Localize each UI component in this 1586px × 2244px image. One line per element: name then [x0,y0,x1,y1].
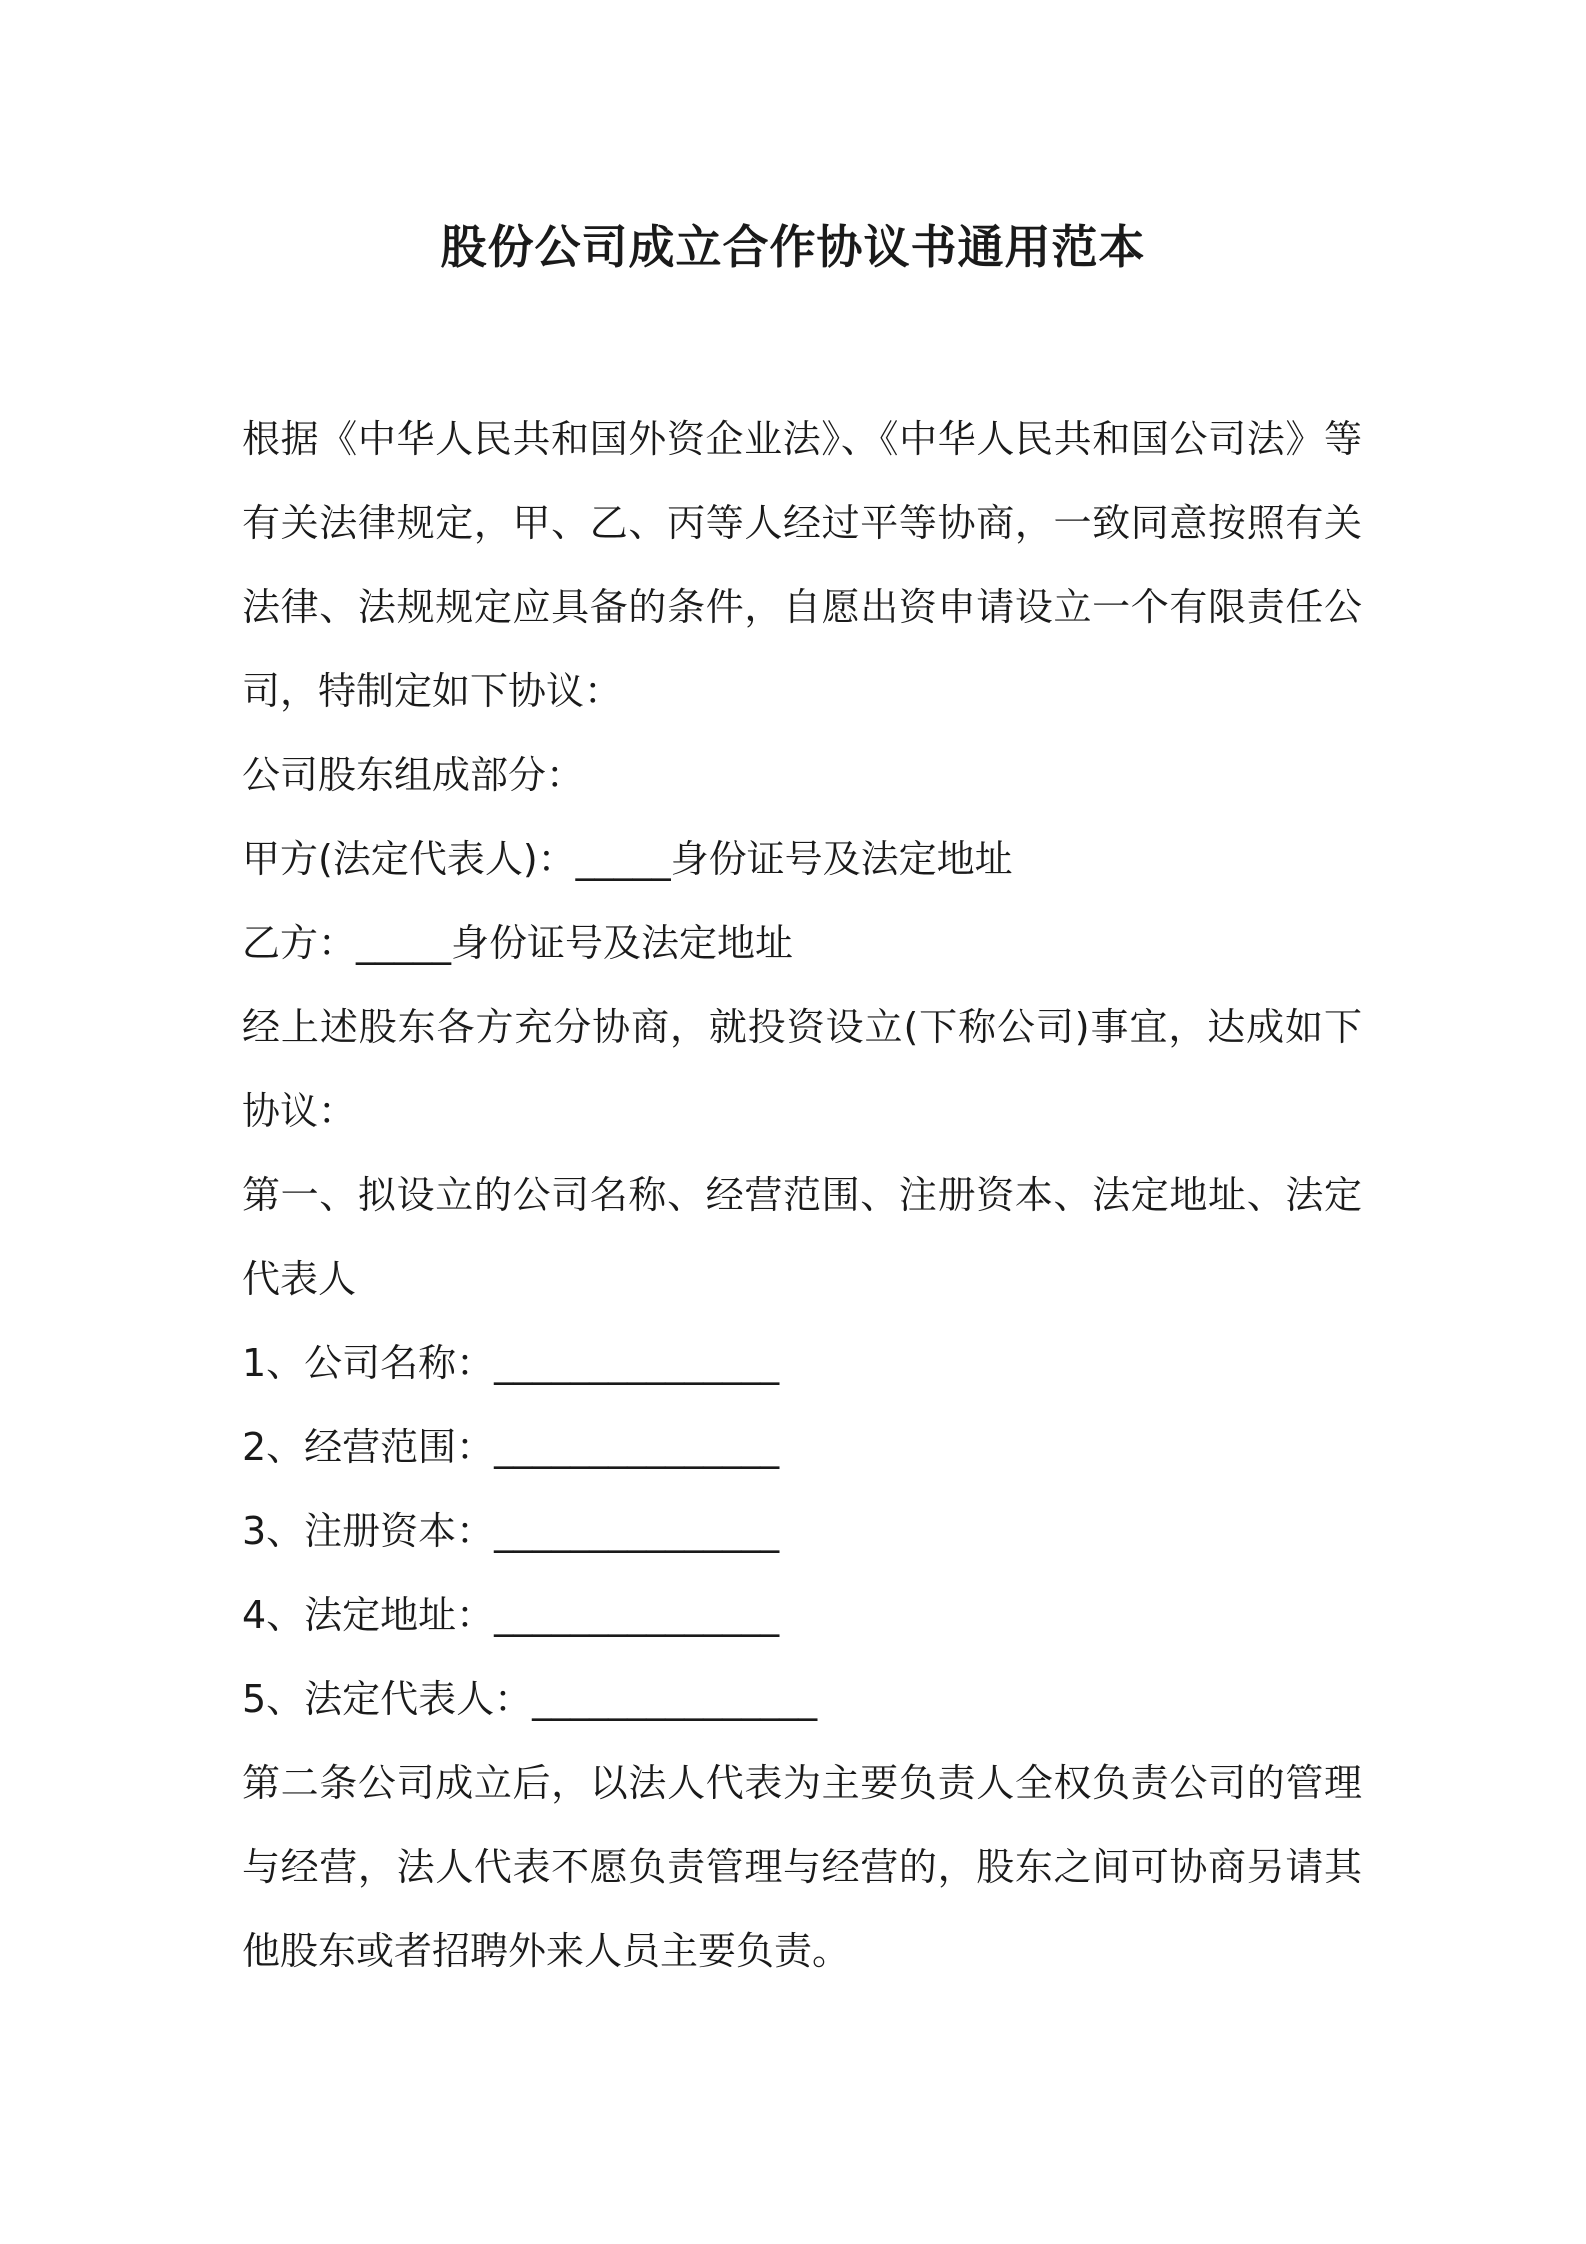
article-one-heading: 第一、拟设立的公司名称、经营范围、注册资本、法定地址、法定代表人 [242,1173,1362,1301]
shareholders-heading: 公司股东组成部分： [242,753,585,797]
business-scope-item: 2、经营范围：_______________ [242,1425,780,1469]
article-two-paragraph: 第二条公司成立后，以法人代表为主要负责人全权负责公司的管理与经营，法人代表不愿负责管理与经营的，股东之间可协商另请其他股东或者招聘外来人员主要负责。 [242,1761,1362,1973]
registered-capital-item: 3、注册资本：_______________ [242,1509,780,1553]
agreement-intro-paragraph: 经上述股东各方充分协商，就投资设立(下称公司)事宜，达成如下协议： [242,1005,1362,1133]
party-b-line: 乙方：_____身份证号及法定地址 [242,921,794,965]
document-title: 股份公司成立合作协议书通用范本 [440,220,1146,274]
legal-representative-item: 5、法定代表人：_______________ [242,1677,818,1721]
legal-address-item: 4、法定地址：_______________ [242,1593,780,1637]
document-body [242,397,1362,1993]
intro-paragraph: 根据《中华人民共和国外资企业法》、《中华人民共和国公司法》等有关法律规定，甲、乙、丙等人经过平等协商，一致同意按照有关法律、法规规定应具备的条件，自愿出资申请设立一个有限责任公司，特制定如下协议： [242,417,1362,713]
party-a-line: 甲方(法定代表人)：_____身份证号及法定地址 [242,837,1013,881]
company-name-item: 1、公司名称：_______________ [242,1341,780,1385]
